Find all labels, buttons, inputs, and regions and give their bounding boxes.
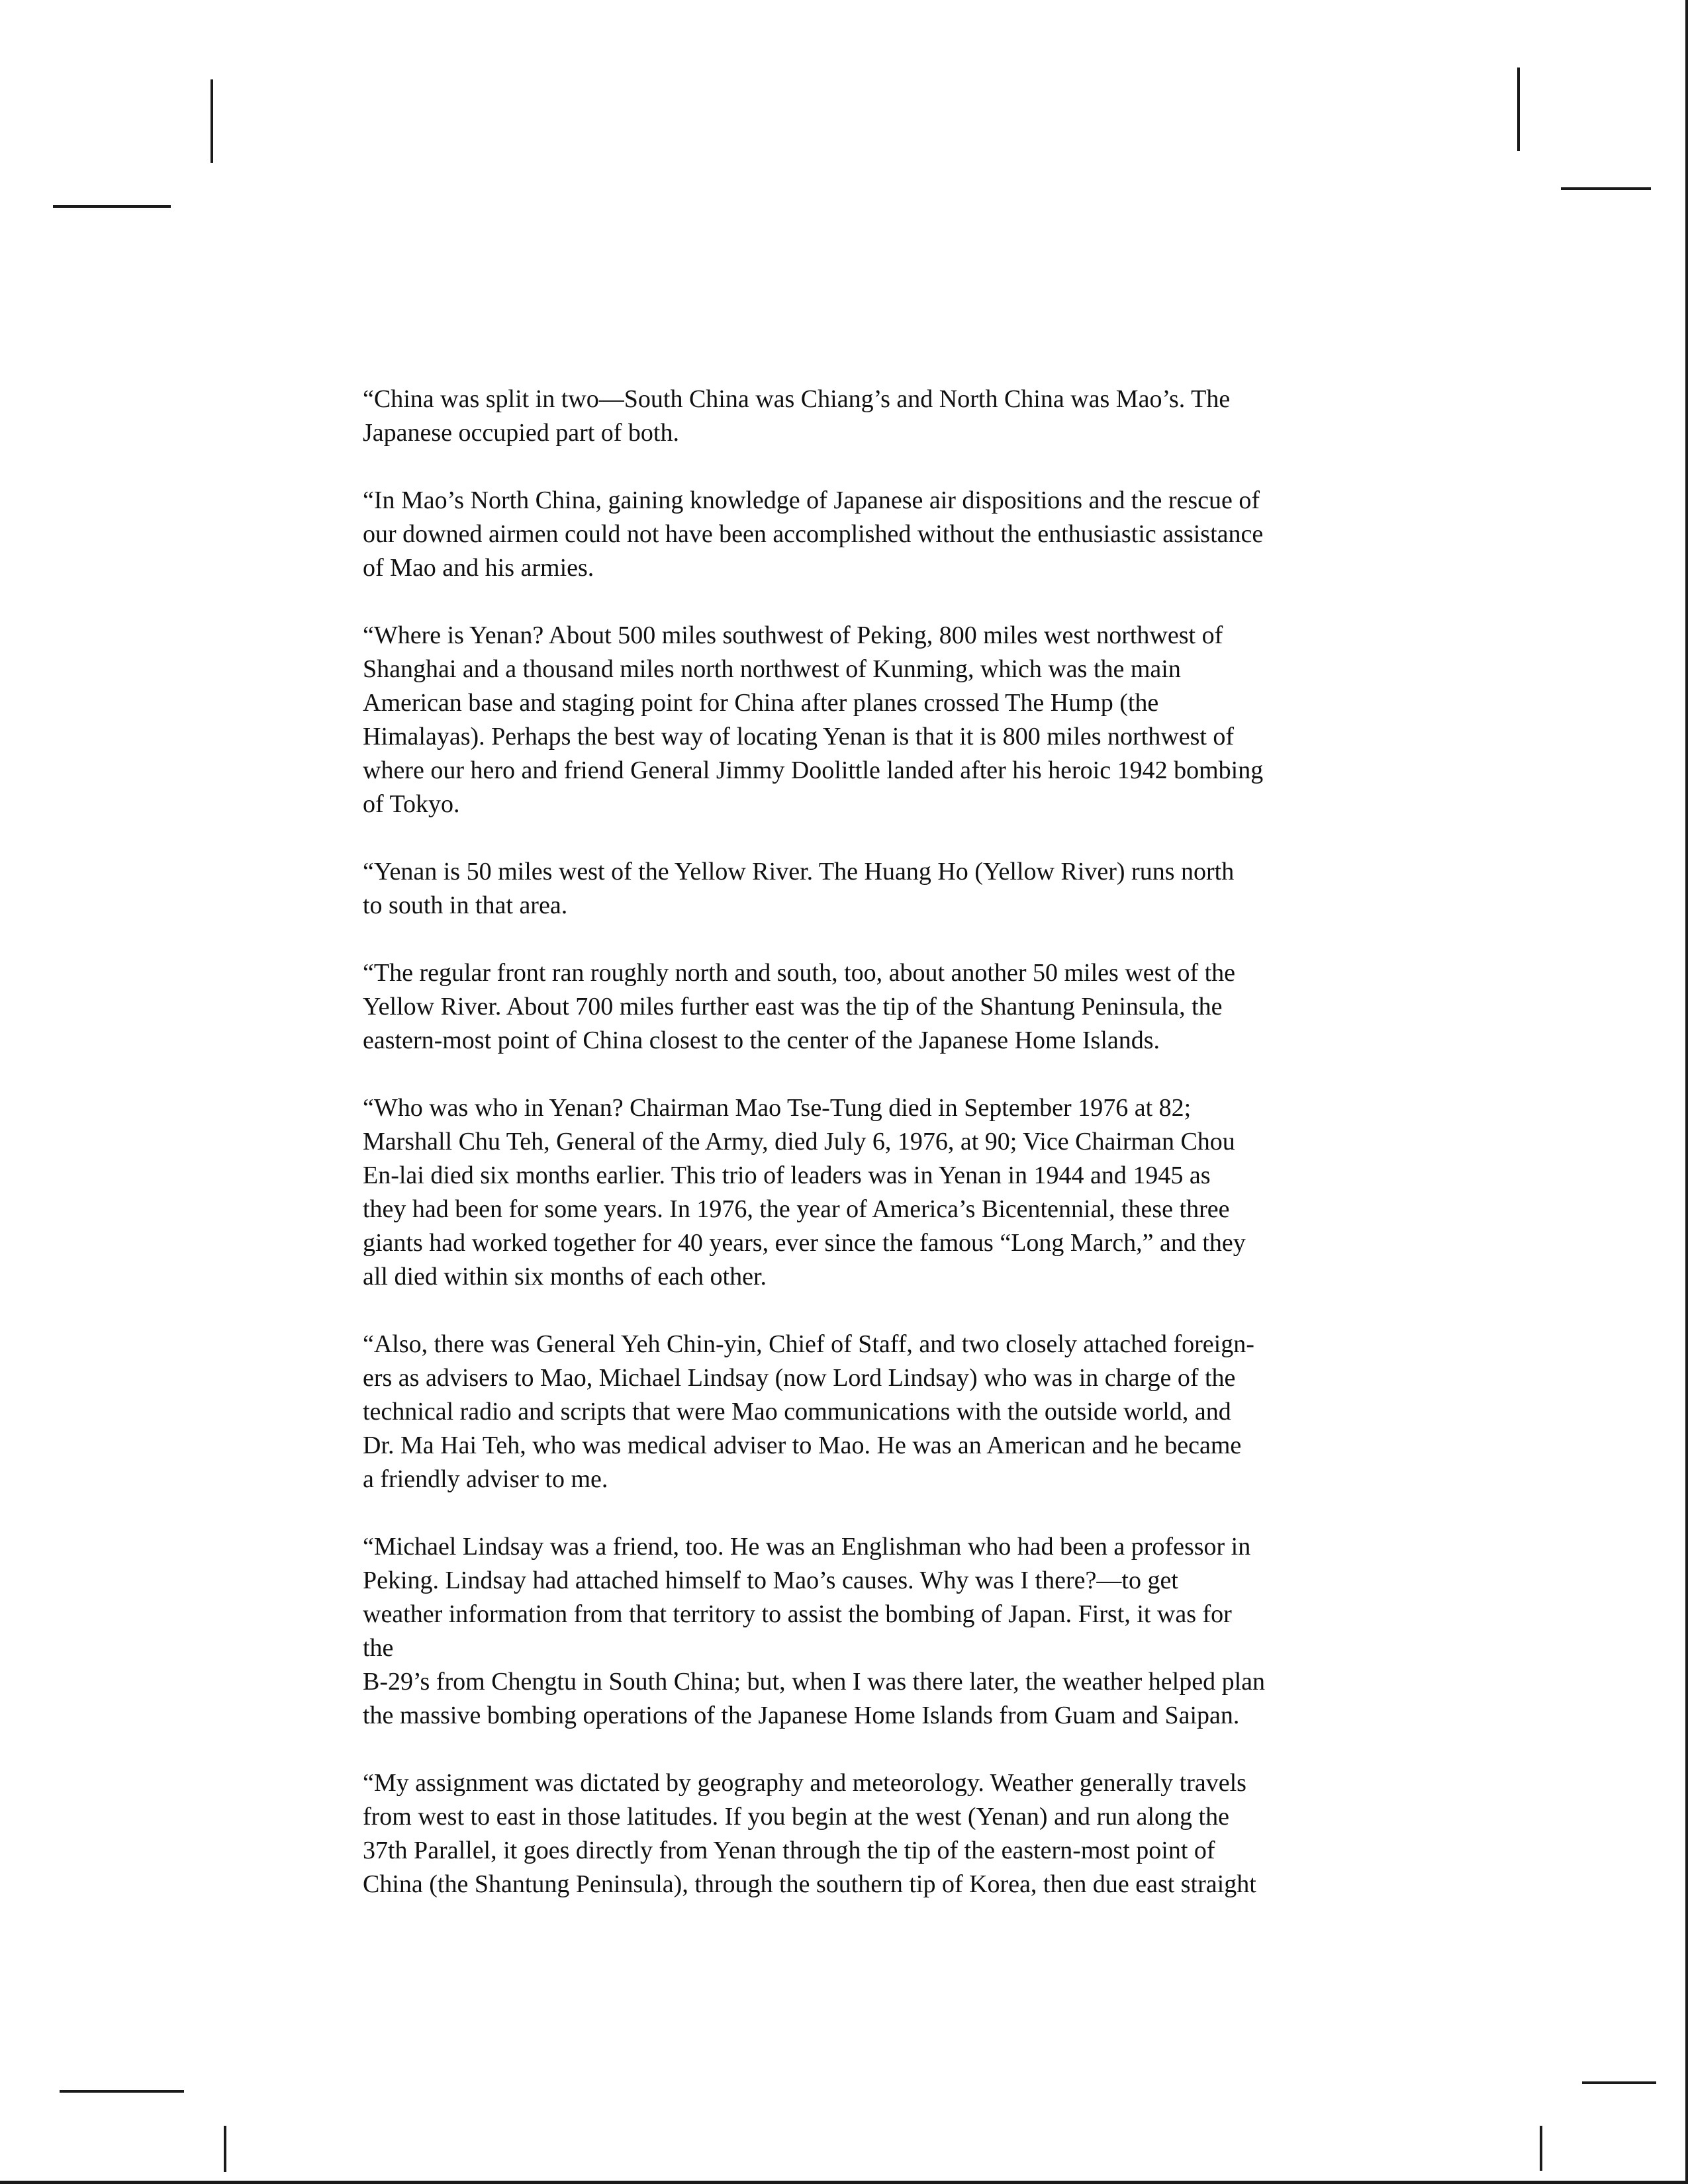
text-line: American base and staging point for China after planes crossed The Hump (the [363, 689, 1159, 717]
text-line: Marshall Chu Teh, General of the Army, died July 6, 1976, at 90; Vice Chairman Chou [363, 1128, 1235, 1156]
paragraph [363, 619, 1395, 821]
text-line: “Yenan is 50 miles west of the Yellow River. The Huang Ho (Yellow River) runs north [363, 858, 1235, 886]
text-line: giants had worked together for 40 years, ever since the famous “Long March,” and they [363, 1229, 1246, 1257]
text-line: the [363, 1634, 394, 1662]
text-line: they had been for some years. In 1976, the year of America’s Bicentennial, these three [363, 1195, 1230, 1223]
paragraph [363, 855, 1395, 923]
paragraph [363, 383, 1395, 450]
crop-mark-top-left-vertical [211, 79, 213, 163]
text-line: where our hero and friend General Jimmy Doolittle landed after his heroic 1942 bombing [363, 756, 1264, 784]
text-line: Peking. Lindsay had attached himself to Mao’s causes. Why was I there?—to get [363, 1567, 1178, 1594]
paragraph [363, 1328, 1395, 1496]
text-line: technical radio and scripts that were Mao communications with the outside world, and [363, 1398, 1231, 1426]
text-line: “My assignment was dictated by geography and meteorology. Weather generally travels [363, 1769, 1246, 1797]
body-text [363, 383, 1395, 1935]
text-line: weather information from that territory to assist the bombing of Japan. First, it was for [363, 1600, 1232, 1628]
crop-mark-bottom-right-vertical [1540, 2126, 1542, 2171]
text-line: eastern-most point of China closest to the center of the Japanese Home Islands. [363, 1026, 1160, 1054]
paragraph [363, 1091, 1395, 1294]
text-line: of Mao and his armies. [363, 554, 594, 582]
text-line: “In Mao’s North China, gaining knowledge of Japanese air dispositions and the rescue of [363, 486, 1260, 514]
text-line: China (the Shantung Peninsula), through the southern tip of Korea, then due east straight [363, 1870, 1256, 1898]
text-line: the massive bombing operations of the Japanese Home Islands from Guam and Saipan. [363, 1702, 1240, 1729]
text-line: to south in that area. [363, 891, 568, 919]
text-line: “Who was who in Yenan? Chairman Mao Tse-Tung died in September 1976 at 82; [363, 1094, 1192, 1122]
text-line: a friendly adviser to me. [363, 1465, 608, 1493]
text-line: “Where is Yenan? About 500 miles southwest of Peking, 800 miles west northwest of [363, 621, 1223, 649]
crop-mark-bottom-left-horizontal [60, 2090, 184, 2093]
text-line: B-29’s from Chengtu in South China; but, when I was there later, the weather helped plan [363, 1668, 1265, 1696]
text-line: “China was split in two—South China was Chiang’s and North China was Mao’s. The [363, 385, 1231, 413]
text-line: “Also, there was General Yeh Chin-yin, Chief of Staff, and two closely attached foreign- [363, 1330, 1254, 1358]
paragraph [363, 484, 1395, 585]
text-line: our downed airmen could not have been accomplished without the enthusiastic assistance [363, 520, 1264, 548]
text-line: all died within six months of each other. [363, 1263, 767, 1291]
text-line: 37th Parallel, it goes directly from Yenan through the tip of the eastern-most point of [363, 1837, 1215, 1864]
text-line: “Michael Lindsay was a friend, too. He was an Englishman who had been a professor in [363, 1533, 1251, 1561]
crop-mark-top-right-horizontal [1561, 187, 1651, 190]
paragraph [363, 1766, 1395, 1901]
text-line: Himalayas). Perhaps the best way of locating Yenan is that it is 800 miles northwest of [363, 723, 1235, 751]
text-line: En-lai died six months earlier. This trio of leaders was in Yenan in 1944 and 1945 as [363, 1161, 1211, 1189]
text-line: ers as advisers to Mao, Michael Lindsay (now Lord Lindsay) who was in charge of the [363, 1364, 1236, 1392]
crop-mark-top-right-vertical [1517, 68, 1520, 151]
text-line: Japanese occupied part of both. [363, 419, 679, 447]
text-line: of Tokyo. [363, 790, 460, 818]
text-line: “The regular front ran roughly north and south, too, about another 50 miles west of the [363, 959, 1236, 987]
text-line: from west to east in those latitudes. If you begin at the west (Yenan) and run along the [363, 1803, 1229, 1831]
text-line: Shanghai and a thousand miles north northwest of Kunming, which was the main [363, 655, 1181, 683]
scan-edge-right [1685, 0, 1688, 2184]
paragraph [363, 1530, 1395, 1733]
crop-mark-top-left-horizontal [53, 205, 171, 208]
text-line: Dr. Ma Hai Teh, who was medical adviser to Mao. He was an American and he became [363, 1432, 1242, 1459]
crop-mark-bottom-left-vertical [224, 2126, 226, 2172]
crop-mark-bottom-right-horizontal [1582, 2081, 1656, 2084]
text-line: Yellow River. About 700 miles further east was the tip of the Shantung Peninsula, the [363, 993, 1223, 1021]
scan-edge-bottom [0, 2181, 1688, 2184]
paragraph [363, 956, 1395, 1058]
